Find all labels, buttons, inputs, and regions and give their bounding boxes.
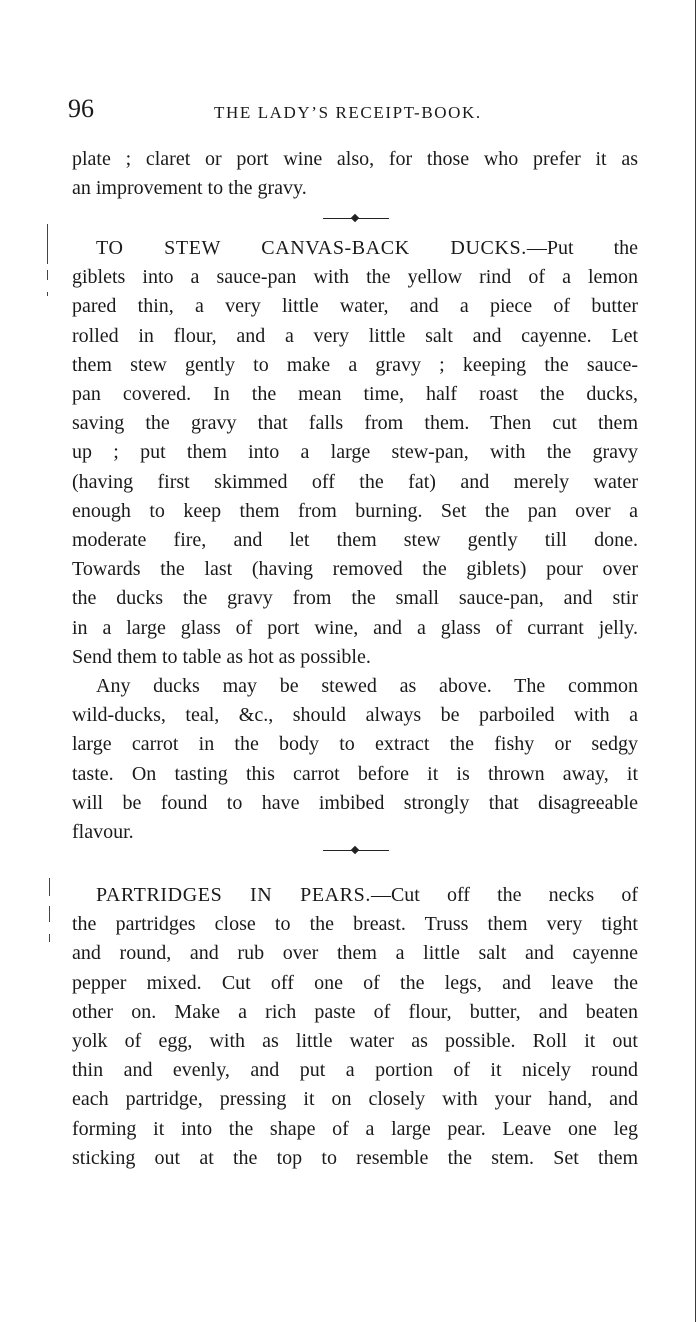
text-line: Send them to table as hot as possible. bbox=[72, 645, 371, 668]
text-line: will be found to have imbibed strongly that disagreeable bbox=[72, 791, 638, 814]
running-title: THE LADY’S RECEIPT-BOOK. bbox=[214, 103, 482, 122]
recipe-partridges bbox=[72, 881, 638, 1173]
text-line: wild-ducks, teal, &c., should always be parboiled with a bbox=[72, 704, 638, 727]
text-line: forming it into the shape of a large pear. Leave one leg bbox=[72, 1117, 638, 1140]
text-line: yolk of egg, with as little water as possible. Roll it out bbox=[72, 1030, 638, 1053]
text-line: them stew gently to make a gravy ; keeping the sauce- bbox=[72, 353, 638, 376]
margin-mark bbox=[49, 906, 50, 922]
ornamental-rule bbox=[323, 845, 389, 855]
text-line: in a large glass of port wine, and a glass of currant jelly. bbox=[72, 616, 638, 639]
text-line: Towards the last (having removed the giblets) pour over bbox=[72, 558, 638, 581]
text-line: Any ducks may be stewed as above. The common bbox=[96, 675, 638, 698]
recipe-title: TO STEW CANVAS-BACK DUCKS. bbox=[96, 237, 527, 259]
text-line: each partridge, pressing it on closely with your hand, and bbox=[72, 1088, 638, 1111]
text-line: up ; put them into a large stew-pan, with the gravy bbox=[72, 441, 638, 464]
text-line: thin and evenly, and put a portion of it nicely round bbox=[72, 1059, 638, 1082]
text-line: plate ; claret or port wine also, for those who prefer it as bbox=[72, 148, 638, 170]
text-line: the ducks the gravy from the small sauce-pan, and stir bbox=[72, 587, 638, 610]
continuation-paragraph bbox=[72, 145, 638, 203]
text-line: moderate fire, and let them stew gently till done. bbox=[72, 529, 638, 552]
text-line: large carrot in the body to extract the fishy or sedgy bbox=[72, 733, 638, 756]
margin-mark bbox=[47, 292, 48, 296]
recipe-ducks bbox=[72, 234, 638, 847]
text-line: giblets into a sauce-pan with the yellow rind of a lemon bbox=[72, 266, 638, 289]
text-line: rolled in flour, and a very little salt and cayenne. Let bbox=[72, 324, 638, 347]
text-line: the partridges close to the breast. Truss them very tight bbox=[72, 913, 638, 936]
text-line: and round, and rub over them a little salt and cayenne bbox=[72, 942, 638, 965]
text-line: other on. Make a rich paste of flour, butter, and beaten bbox=[72, 1000, 638, 1023]
recipe-title: PARTRIDGES IN PEARS. bbox=[96, 884, 371, 906]
margin-mark bbox=[47, 270, 48, 280]
text-line: taste. On tasting this carrot before it is thrown away, it bbox=[72, 762, 638, 785]
margin-mark bbox=[47, 224, 48, 264]
recipe-title-line bbox=[72, 881, 638, 910]
margin-mark bbox=[49, 878, 50, 896]
page-edge-line bbox=[695, 0, 696, 1322]
text-line: flavour. bbox=[72, 821, 134, 844]
page-header bbox=[64, 94, 638, 128]
text-line-rest: —Put the bbox=[526, 237, 638, 259]
text-line: (having first skimmed off the fat) and merely water bbox=[72, 470, 638, 493]
text-line: enough to keep them from burning. Set the pan over a bbox=[72, 499, 638, 522]
ornamental-rule bbox=[323, 213, 389, 223]
text-line: saving the gravy that falls from them. Then cut them bbox=[72, 412, 638, 435]
text-line-rest: —Cut off the necks of bbox=[370, 884, 638, 906]
margin-mark bbox=[49, 934, 50, 942]
text-line: pared thin, a very little water, and a piece of butter bbox=[72, 295, 638, 318]
text-line: pepper mixed. Cut off one of the legs, and leave the bbox=[72, 971, 638, 994]
text-line: sticking out at the top to resemble the stem. Set them bbox=[72, 1146, 638, 1169]
text-line: pan covered. In the mean time, half roast the ducks, bbox=[72, 383, 638, 406]
page-number: 96 bbox=[68, 94, 94, 123]
recipe-title-line bbox=[72, 234, 638, 263]
text-line: an improvement to the gravy. bbox=[72, 177, 307, 200]
